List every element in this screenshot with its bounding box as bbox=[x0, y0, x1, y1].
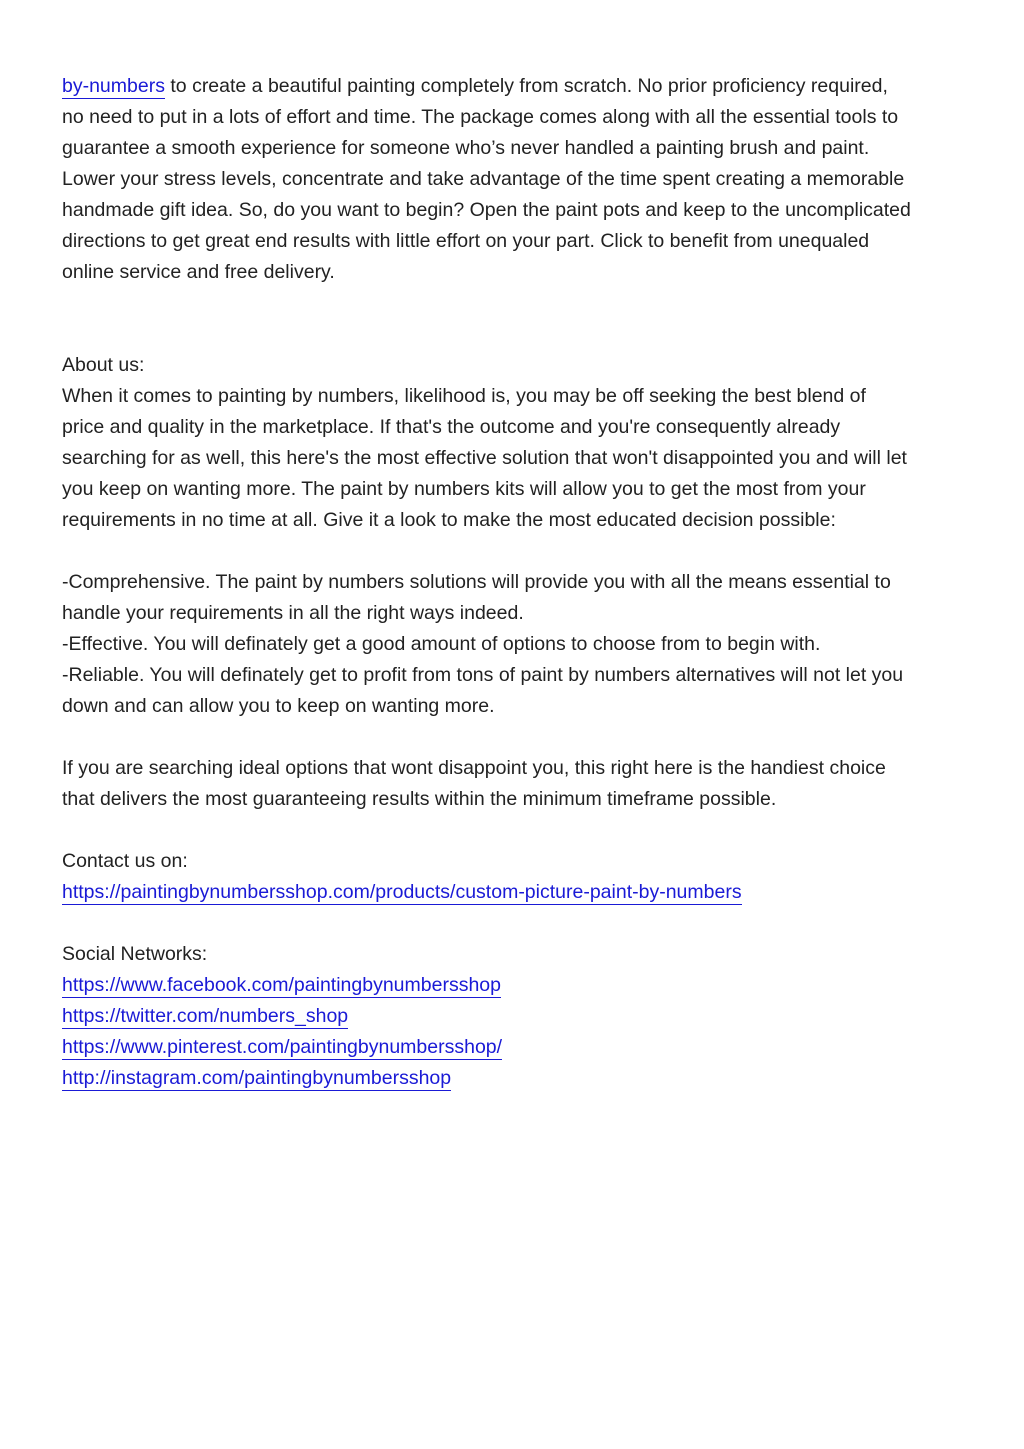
feature-line: -Effective. You will definately get a good amount of options to choose from to begin with. bbox=[62, 633, 821, 655]
social-link-line bbox=[62, 970, 972, 1001]
about-line: you keep on wanting more. The paint by numbers kits will allow you to get the most from your bbox=[62, 478, 866, 500]
closing-paragraph bbox=[62, 753, 972, 815]
intro-line bbox=[62, 71, 972, 102]
feature-line: down and can allow you to keep on wanting more. bbox=[62, 695, 495, 717]
closing-line: that delivers the most guaranteeing results within the minimum timeframe possible. bbox=[62, 788, 777, 810]
intro-paragraph bbox=[62, 71, 972, 288]
twitter-link[interactable]: https://twitter.com/numbers_shop bbox=[62, 1005, 349, 1027]
pinterest-link[interactable]: https://www.pinterest.com/paintingbynumbersshop/ bbox=[62, 1036, 503, 1058]
social-section bbox=[62, 939, 972, 1094]
intro-line: directions to get great end results with little effort on your part. Click to benefit from unequaled bbox=[62, 230, 870, 252]
spacer bbox=[62, 722, 972, 753]
contact-section bbox=[62, 846, 972, 908]
about-line: requirements in no time at all. Give it a look to make the most educated decision possible: bbox=[62, 509, 836, 531]
intro-line-text: to create a beautiful painting completely from scratch. No prior proficiency required, bbox=[164, 75, 888, 97]
about-section bbox=[62, 350, 972, 536]
about-heading: About us: bbox=[62, 354, 145, 376]
intro-line: guarantee a smooth experience for someone who’s never handled a painting brush and paint. bbox=[62, 137, 870, 159]
spacer bbox=[62, 815, 972, 846]
social-heading: Social Networks: bbox=[62, 943, 208, 965]
spacer bbox=[62, 908, 972, 939]
document-page bbox=[62, 71, 972, 1094]
about-line: searching for as well, this here's the most effective solution that won't disappointed you and will let bbox=[62, 447, 907, 469]
about-line: When it comes to painting by numbers, likelihood is, you may be off seeking the best blend of bbox=[62, 385, 866, 407]
intro-line: Lower your stress levels, concentrate and take advantage of the time spent creating a memorable bbox=[62, 168, 905, 190]
about-line: price and quality in the marketplace. If that's the outcome and you're consequently already bbox=[62, 416, 841, 438]
intro-line: handmade gift idea. So, do you want to begin? Open the paint pots and keep to the uncomplicated bbox=[62, 199, 911, 221]
spacer bbox=[62, 536, 972, 567]
by-numbers-link[interactable]: by-numbers bbox=[62, 75, 165, 97]
social-link-line bbox=[62, 1032, 972, 1063]
intro-line: no need to put in a lots of effort and time. The package comes along with all the essential tools to bbox=[62, 106, 899, 128]
social-link-line bbox=[62, 1063, 972, 1094]
feature-line: handle your requirements in all the right ways indeed. bbox=[62, 602, 524, 624]
contact-link-line bbox=[62, 877, 972, 908]
feature-line: -Comprehensive. The paint by numbers solutions will provide you with all the means essential to bbox=[62, 571, 891, 593]
feature-line: -Reliable. You will definately get to profit from tons of paint by numbers alternatives will not let you bbox=[62, 664, 904, 686]
features-list bbox=[62, 567, 972, 722]
instagram-link[interactable]: http://instagram.com/paintingbynumbersshop bbox=[62, 1067, 452, 1089]
intro-line: online service and free delivery. bbox=[62, 261, 335, 283]
contact-url-link[interactable]: https://paintingbynumbersshop.com/products/custom-picture-paint-by-numbers bbox=[62, 881, 742, 903]
social-link-line bbox=[62, 1001, 972, 1032]
spacer bbox=[62, 288, 972, 350]
facebook-link[interactable]: https://www.facebook.com/paintingbynumbersshop bbox=[62, 974, 501, 996]
contact-heading: Contact us on: bbox=[62, 850, 188, 872]
closing-line: If you are searching ideal options that wont disappoint you, this right here is the handiest choice bbox=[62, 757, 886, 779]
